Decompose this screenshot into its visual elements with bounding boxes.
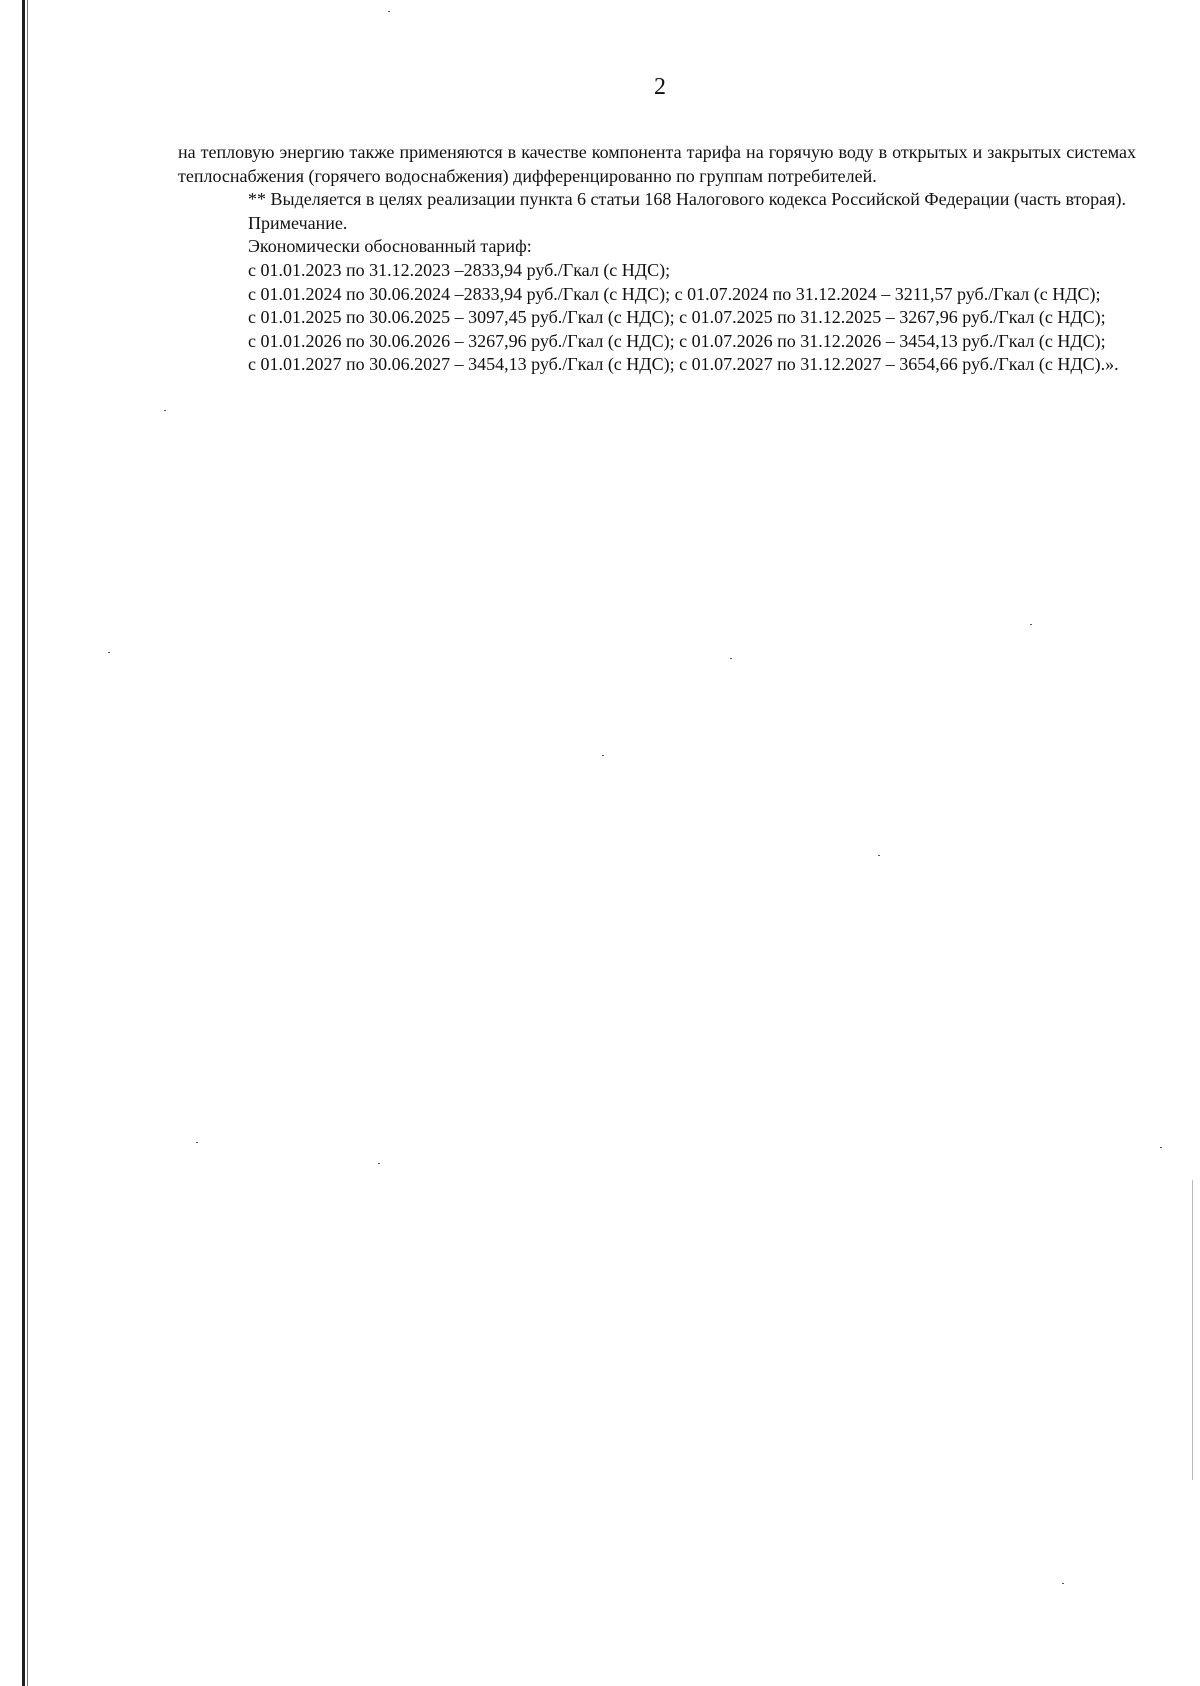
page-number: 2	[654, 74, 666, 100]
tariff-2026: с 01.01.2026 по 30.06.2026 – 3267,96 руб./Гкал (с НДС); с 01.07.2026 по 31.12.2026 – 3454,13 руб./Гкал (с НДС);	[248, 330, 1106, 351]
tariff-2025: с 01.01.2025 по 30.06.2025 – 3097,45 руб./Гкал (с НДС); с 01.07.2025 по 31.12.2025 – 3267,96 руб./Гкал (с НДС);	[248, 307, 1106, 328]
note-title: Примечание.	[248, 212, 348, 233]
tariff-2024: с 01.01.2024 по 30.06.2024 –2833,94 руб./Гкал (с НДС); с 01.07.2024 по 31.12.2024 – 3211,57 руб./Гкал (с НДС);	[248, 283, 1101, 304]
scan-left-border-thin	[27, 0, 28, 1686]
footnote-tax-code: ** Выделяется в целях реализации пункта 6 статьи 168 Налогового кодекса Российской Федерации (часть вторая).	[248, 189, 1126, 210]
tariff-heading: Экономически обоснованный тариф:	[248, 236, 532, 257]
tariff-2023: с 01.01.2023 по 31.12.2023 –2833,94 руб./Гкал (с НДС);	[248, 259, 671, 280]
scan-left-border	[22, 0, 25, 1686]
paragraph-heat-energy: на тепловую энергию также применяются в качестве компонента тарифа на горячую воду в открытых и закрытых системах теплоснабжения (горячего водоснабжения) дифференцированно по группам потребителей.	[178, 142, 1136, 186]
scan-right-edge	[1192, 1180, 1193, 1480]
tariff-2027: с 01.01.2027 по 30.06.2027 – 3454,13 руб./Гкал (с НДС); с 01.07.2027 по 31.12.2027 – 3654,66 руб./Гкал (с НДС).».	[248, 354, 1119, 375]
document-body	[178, 141, 1136, 377]
